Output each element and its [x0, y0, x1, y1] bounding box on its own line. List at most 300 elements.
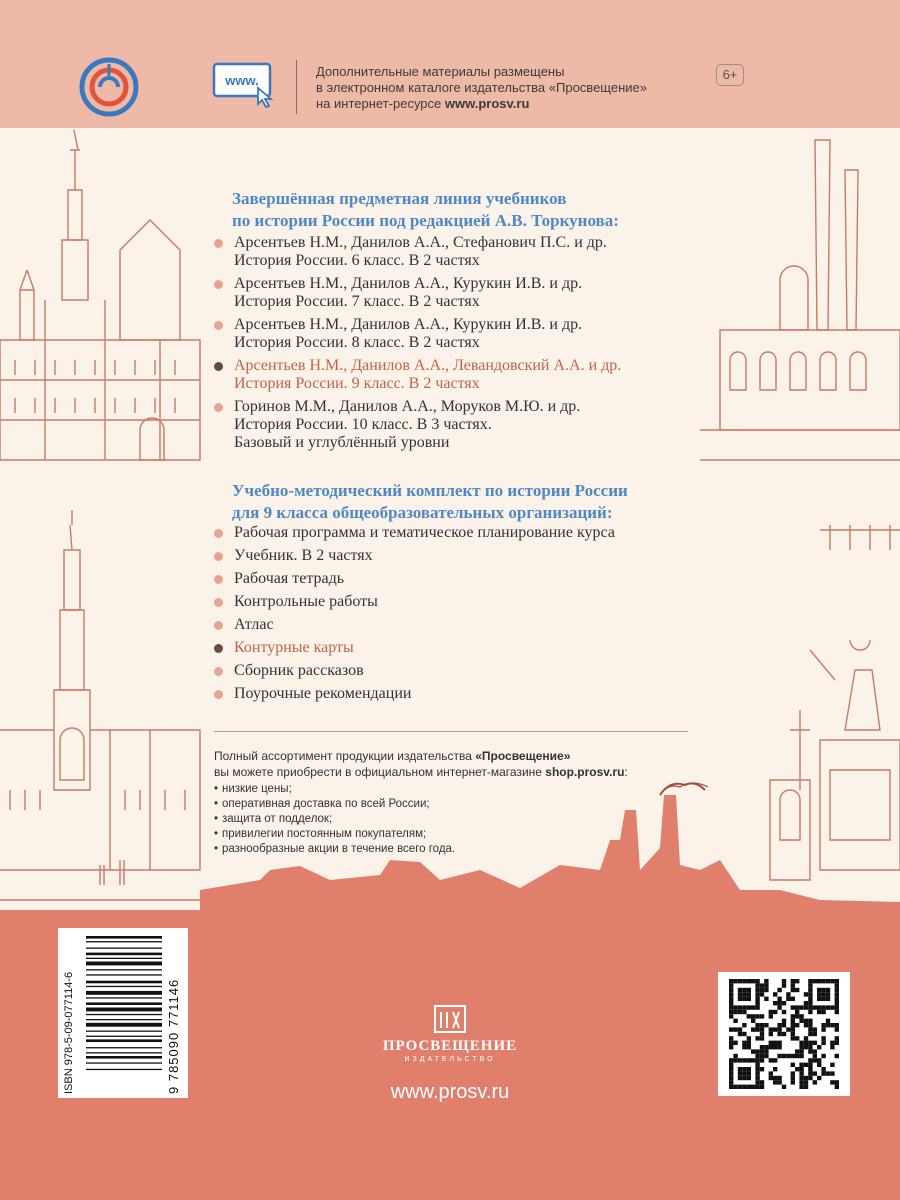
barcode-bar: [86, 962, 162, 966]
qr-module: [760, 1014, 764, 1018]
qr-module: [742, 1010, 746, 1014]
qr-module: [799, 1014, 803, 1018]
qr-module: [799, 1045, 803, 1049]
qr-module: [826, 1023, 830, 1027]
qr-module: [747, 992, 751, 996]
qr-module: [764, 983, 768, 987]
qr-module: [782, 983, 786, 987]
qr-module: [826, 1005, 830, 1009]
qr-module: [830, 1023, 834, 1027]
qr-module: [782, 1001, 786, 1005]
barcode-bar: [86, 948, 162, 949]
barcode-bar: [86, 986, 162, 987]
qr-module: [769, 1076, 773, 1080]
kit-item: [214, 547, 694, 565]
qr-module: [733, 1085, 737, 1089]
qr-module: [821, 992, 825, 996]
bullet-icon: [214, 362, 223, 371]
qr-module: [777, 1032, 781, 1036]
qr-module: [821, 1036, 825, 1040]
qr-module: [733, 1027, 737, 1031]
qr-module: [742, 1076, 746, 1080]
qr-module: [795, 1049, 799, 1053]
qr-code[interactable]: [718, 972, 850, 1096]
qr-module: [729, 992, 733, 996]
qr-module: [791, 1019, 795, 1023]
qr-module: [751, 1019, 755, 1023]
qr-module: [808, 1001, 812, 1005]
qr-module: [813, 1054, 817, 1058]
qr-module: [799, 1071, 803, 1075]
qr-module: [804, 992, 808, 996]
qr-module: [755, 992, 759, 996]
kit-list: [214, 524, 694, 708]
qr-module: [835, 1036, 839, 1040]
qr-module: [729, 1005, 733, 1009]
qr-module: [742, 1041, 746, 1045]
qr-module: [769, 1045, 773, 1049]
qr-module: [835, 992, 839, 996]
qr-module: [813, 1049, 817, 1053]
qr-module: [808, 1063, 812, 1067]
bullet-icon: [214, 239, 223, 248]
qr-module: [808, 1076, 812, 1080]
qr-module: [729, 1027, 733, 1031]
qr-module: [742, 1085, 746, 1089]
qr-module: [738, 1058, 742, 1062]
qr-module: [747, 1058, 751, 1062]
qr-module: [808, 1058, 812, 1062]
qr-module: [729, 988, 733, 992]
perk-item: • защита от подделок;: [214, 812, 714, 827]
books-list: [214, 234, 694, 457]
qr-module: [773, 1001, 777, 1005]
qr-module: [769, 1041, 773, 1045]
qr-module: [813, 1041, 817, 1045]
qr-module: [813, 1027, 817, 1031]
book-authors: Горинов М.М., Данилов А.А., Моруков М.Ю. и др.: [234, 398, 581, 415]
qr-module: [795, 1014, 799, 1018]
qr-module: [755, 1058, 759, 1062]
qr-module: [773, 1058, 777, 1062]
qr-module: [760, 983, 764, 987]
qr-module: [729, 1010, 733, 1014]
qr-module: [747, 1036, 751, 1040]
qr-module: [733, 1041, 737, 1045]
bullet-icon: [214, 575, 223, 584]
qr-module: [755, 1076, 759, 1080]
qr-module: [826, 1071, 830, 1075]
qr-module: [799, 1080, 803, 1084]
qr-module: [729, 1063, 733, 1067]
qr-module: [755, 1049, 759, 1053]
qr-module: [786, 1027, 790, 1031]
qr-module: [782, 1023, 786, 1027]
book-authors: Арсентьев Н.М., Данилов А.А., Курукин И.В. и др.: [234, 275, 583, 292]
qr-module: [747, 988, 751, 992]
barcode-bar: [86, 936, 162, 939]
qr-module: [751, 1049, 755, 1053]
qr-module: [786, 997, 790, 1001]
qr-module: [733, 1058, 737, 1062]
qr-module: [791, 1032, 795, 1036]
qr-module: [821, 1027, 825, 1031]
qr-module: [755, 983, 759, 987]
bullet-icon: [214, 644, 223, 653]
perks-list: [214, 782, 714, 857]
qr-module: [747, 1076, 751, 1080]
qr-module: [764, 1045, 768, 1049]
qr-module: [808, 1067, 812, 1071]
shop-url-link[interactable]: shop.prosv.ru: [545, 765, 625, 779]
qr-module: [791, 1071, 795, 1075]
info-url-link[interactable]: www.prosv.ru: [444, 96, 530, 111]
qr-module: [817, 1005, 821, 1009]
qr-module: [773, 1027, 777, 1031]
qr-module: [755, 1085, 759, 1089]
qr-module: [804, 1045, 808, 1049]
kit-item: [214, 685, 694, 703]
qr-module: [804, 1041, 808, 1045]
qr-module: [755, 1027, 759, 1031]
qr-module: [769, 1010, 773, 1014]
qr-module: [835, 1001, 839, 1005]
qr-module: [755, 1036, 759, 1040]
qr-module: [782, 1032, 786, 1036]
qr-module: [821, 1005, 825, 1009]
qr-module: [799, 1019, 803, 1023]
bullet-icon: [214, 667, 223, 676]
publisher-brand: «Просвещение»: [475, 749, 571, 763]
qr-module: [742, 1045, 746, 1049]
books-heading-line-2: по истории России под редакцией А.В. Торкунова:: [232, 211, 619, 230]
qr-module: [764, 1049, 768, 1053]
barcode-bar: [86, 1062, 162, 1063]
qr-module: [821, 1071, 825, 1075]
qr-module: [769, 1071, 773, 1075]
qr-module: [742, 979, 746, 983]
bullet-icon: [214, 403, 223, 412]
qr-module: [795, 1054, 799, 1058]
qr-module: [742, 997, 746, 1001]
qr-module: [835, 1027, 839, 1031]
barcode-bar: [86, 953, 162, 956]
kit-item: [214, 570, 694, 588]
publisher-subtitle: ИЗДАТЕЛЬСТВО: [404, 1056, 496, 1063]
shop-line-2-suffix: :: [624, 765, 628, 779]
barcode-bar: [86, 1002, 162, 1005]
qr-module: [769, 1027, 773, 1031]
qr-module: [733, 1010, 737, 1014]
qr-module: [835, 1080, 839, 1084]
qr-module: [791, 1080, 795, 1084]
qr-module: [821, 988, 825, 992]
book-title: История России. 7 класс. В 2 частях: [234, 293, 480, 310]
qr-module: [760, 1080, 764, 1084]
qr-module: [729, 1001, 733, 1005]
qr-module: [817, 1045, 821, 1049]
qr-module: [751, 1058, 755, 1062]
perk-item: • разнообразные акции в течение всего года.: [214, 842, 714, 857]
qr-module: [755, 979, 759, 983]
qr-module: [804, 1063, 808, 1067]
bullet-icon: [214, 690, 223, 699]
qr-module: [791, 988, 795, 992]
shop-line-2: [214, 764, 714, 780]
perk-item: • привилегии постоянным покупателям;: [214, 827, 714, 842]
qr-module: [738, 988, 742, 992]
qr-module: [729, 1071, 733, 1075]
barcode-bar: [86, 1036, 162, 1037]
qr-module: [760, 1032, 764, 1036]
qr-module: [808, 1019, 812, 1023]
qr-module: [742, 1058, 746, 1062]
qr-module: [808, 1045, 812, 1049]
qr-module: [835, 1054, 839, 1058]
qr-module: [826, 1019, 830, 1023]
qr-module: [747, 1067, 751, 1071]
qr-module: [817, 979, 821, 983]
qr-module: [826, 992, 830, 996]
qr-module: [835, 1010, 839, 1014]
qr-module: [760, 1058, 764, 1062]
book-item: [214, 234, 694, 270]
barcode-bar: [86, 969, 162, 970]
shop-line-1-prefix: Полный ассортимент продукции издательства: [214, 749, 476, 763]
qr-module: [742, 1005, 746, 1009]
qr-module: [729, 1045, 733, 1049]
qr-module: [777, 1023, 781, 1027]
publisher-block: [360, 1004, 540, 1104]
qr-module: [826, 988, 830, 992]
book-authors: Арсентьев Н.М., Данилов А.А., Стефанович П.С. и др.: [234, 234, 607, 251]
qr-module: [830, 1041, 834, 1045]
qr-module: [835, 979, 839, 983]
kit-item: [214, 662, 694, 680]
qr-module: [755, 988, 759, 992]
qr-module: [808, 1010, 812, 1014]
qr-module: [835, 1041, 839, 1045]
qr-module: [764, 988, 768, 992]
qr-module: [733, 1005, 737, 1009]
qr-module: [804, 1001, 808, 1005]
qr-module: [786, 992, 790, 996]
qr-module: [738, 1076, 742, 1080]
qr-module: [760, 1085, 764, 1089]
qr-module: [808, 983, 812, 987]
qr-module: [791, 1063, 795, 1067]
qr-module: [742, 1067, 746, 1071]
kit-item: [214, 524, 694, 542]
bullet-icon: [214, 529, 223, 538]
qr-module: [747, 1014, 751, 1018]
shop-line-2-prefix: вы можете приобрести в официальном интернет-магазине: [214, 765, 546, 779]
qr-module: [830, 1080, 834, 1084]
qr-module: [769, 1032, 773, 1036]
kit-item-label: Рабочая тетрадь: [234, 570, 345, 587]
qr-module: [729, 1085, 733, 1089]
qr-module: [799, 1076, 803, 1080]
book-item-current: [214, 357, 694, 393]
qr-module: [804, 1085, 808, 1089]
qr-module: [760, 992, 764, 996]
qr-module: [729, 1041, 733, 1045]
qr-module: [755, 1080, 759, 1084]
qr-module: [777, 988, 781, 992]
qr-module: [826, 997, 830, 1001]
isbn-barcode: [58, 928, 188, 1098]
qr-module: [813, 1032, 817, 1036]
qr-module: [764, 1023, 768, 1027]
kit-item: [214, 616, 694, 634]
qr-module: [813, 1058, 817, 1062]
barcode-bar: [86, 1039, 162, 1042]
qr-module: [782, 1054, 786, 1058]
qr-module: [808, 1049, 812, 1053]
qr-module: [799, 1005, 803, 1009]
qr-module: [773, 1080, 777, 1084]
qr-module: [777, 1080, 781, 1084]
publisher-emblem-icon: [433, 1004, 467, 1034]
kit-item-label: Рабочая программа и тематическое планирование курса: [234, 524, 615, 541]
qr-module: [791, 997, 795, 1001]
qr-module: [799, 1085, 803, 1089]
qr-module: [742, 1023, 746, 1027]
qr-module: [760, 1054, 764, 1058]
qr-module: [830, 979, 834, 983]
book-title: История России. 9 класс. В 2 частях: [234, 375, 480, 392]
qr-module: [786, 1054, 790, 1058]
barcode-bar: [86, 1052, 162, 1053]
qr-module: [821, 1010, 825, 1014]
qr-module: [835, 1023, 839, 1027]
qr-module: [791, 1005, 795, 1009]
book-authors: Арсентьев Н.М., Данилов А.А., Левандовский А.А. и др.: [234, 357, 622, 374]
extra-materials-notice: [316, 64, 696, 112]
qr-module: [742, 1032, 746, 1036]
qr-module: [817, 1010, 821, 1014]
qr-module: [799, 1049, 803, 1053]
qr-module: [755, 1054, 759, 1058]
qr-module: [747, 1041, 751, 1045]
qr-module: [773, 992, 777, 996]
qr-module: [782, 1019, 786, 1023]
barcode-bar: [86, 1031, 162, 1032]
qr-module: [729, 997, 733, 1001]
barcode-bar: [86, 1023, 162, 1027]
qr-module: [808, 1032, 812, 1036]
book-item: [214, 398, 694, 452]
qr-module: [791, 1054, 795, 1058]
qr-module: [795, 1036, 799, 1040]
qr-module: [729, 1080, 733, 1084]
qr-module: [755, 997, 759, 1001]
qr-module: [830, 1063, 834, 1067]
qr-module: [751, 1085, 755, 1089]
qr-module: [738, 992, 742, 996]
qr-module: [738, 1005, 742, 1009]
qr-module: [738, 979, 742, 983]
qr-module: [751, 1005, 755, 1009]
kit-item-label: Атлас: [234, 616, 274, 633]
qr-module: [773, 1041, 777, 1045]
qr-module: [742, 992, 746, 996]
bullet-icon: [214, 598, 223, 607]
qr-module: [821, 997, 825, 1001]
factory-sketch-illustration: [700, 130, 900, 570]
qr-module: [769, 1058, 773, 1062]
qr-module: [755, 1071, 759, 1075]
qr-module: [821, 1067, 825, 1071]
qr-module: [760, 988, 764, 992]
qr-module: [755, 1067, 759, 1071]
qr-module: [795, 988, 799, 992]
qr-module: [764, 997, 768, 1001]
qr-module: [747, 1045, 751, 1049]
qr-module: [773, 1010, 777, 1014]
qr-module: [808, 997, 812, 1001]
qr-module: [808, 1005, 812, 1009]
perk-item: • оперативная доставка по всей России;: [214, 797, 714, 812]
kit-item-label: Контрольные работы: [234, 593, 378, 610]
bullet-icon: [214, 280, 223, 289]
book-item: [214, 316, 694, 352]
qr-module: [777, 1027, 781, 1031]
qr-module: [751, 1027, 755, 1031]
qr-module: [795, 1010, 799, 1014]
qr-module: [760, 1036, 764, 1040]
qr-module: [738, 1071, 742, 1075]
qr-module: [826, 979, 830, 983]
qr-module: [738, 997, 742, 1001]
qr-module: [830, 1045, 834, 1049]
books-heading-line-1: Завершённая предметная линия учебников: [232, 189, 567, 208]
qr-module: [835, 997, 839, 1001]
qr-module: [777, 1045, 781, 1049]
qr-module: [799, 1041, 803, 1045]
kit-item-label: Контурные карты: [234, 639, 354, 656]
barcode-bar: [86, 1069, 162, 1070]
kit-item-label: Поурочные рекомендации: [234, 685, 412, 702]
qr-module: [733, 979, 737, 983]
section-divider: [214, 731, 688, 732]
qr-module: [777, 1076, 781, 1080]
qr-module: [821, 1054, 825, 1058]
barcode-digits: 9 785090 771146: [166, 978, 181, 1094]
qr-module: [813, 1005, 817, 1009]
qr-module: [799, 1063, 803, 1067]
qr-module: [804, 1080, 808, 1084]
qr-code-graphic: [718, 972, 850, 1096]
qr-module: [821, 979, 825, 983]
book-item: [214, 275, 694, 311]
qr-module: [729, 1076, 733, 1080]
shop-notice: [214, 748, 714, 857]
book-title: История России. 8 класс. В 2 частях: [234, 334, 480, 351]
qr-module: [821, 1041, 825, 1045]
kit-item-label: Учебник. В 2 частях: [234, 547, 373, 564]
publisher-name: ПРОСВЕЩЕНИЕ: [382, 1038, 518, 1054]
qr-module: [742, 988, 746, 992]
qr-module: [799, 1054, 803, 1058]
qr-module: [821, 1023, 825, 1027]
barcode-bar: [86, 1008, 162, 1012]
barcode-graphic: [58, 928, 188, 1098]
barcode-bar: [86, 974, 162, 975]
qr-module: [835, 1005, 839, 1009]
publisher-url[interactable]: www.prosv.ru: [390, 1081, 510, 1103]
qr-module: [795, 1005, 799, 1009]
